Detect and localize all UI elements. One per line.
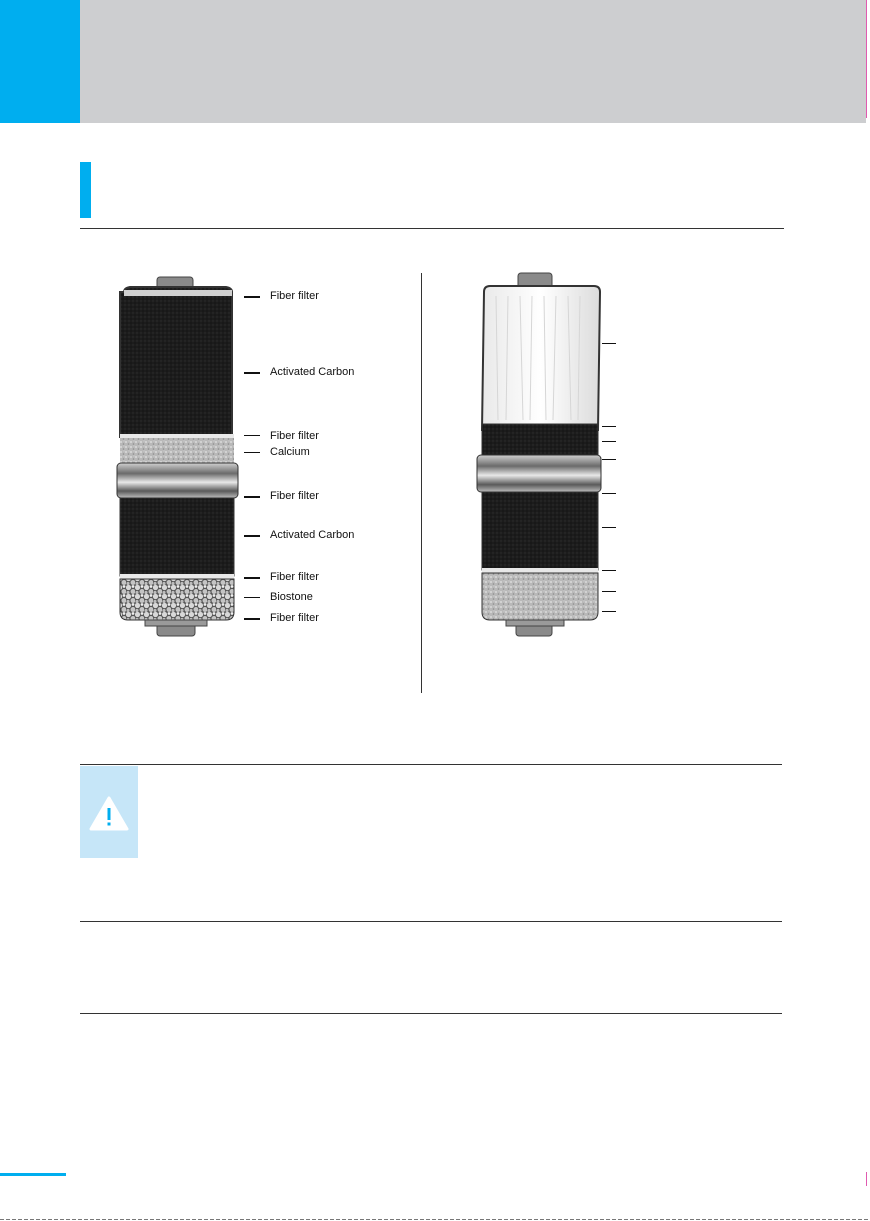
filter-label-fiber-1: Fiber filter xyxy=(270,290,319,302)
filter-label-fiber-3: Fiber filter xyxy=(270,490,319,502)
leader-line xyxy=(244,296,260,298)
leader-line xyxy=(602,459,616,460)
leader-line xyxy=(602,527,616,528)
column-divider xyxy=(421,273,422,693)
leader-line xyxy=(244,452,260,453)
filter-label-carbon-1: Activated Carbon xyxy=(270,366,355,378)
leader-line xyxy=(244,435,260,436)
filter-label-carbon-2: Activated Carbon xyxy=(270,529,355,541)
section-rule-middle xyxy=(80,921,782,922)
leader-line xyxy=(602,611,616,612)
leader-line xyxy=(602,591,616,592)
leader-line xyxy=(602,426,616,427)
filter-label-fiber-2: Fiber filter xyxy=(270,430,319,442)
leader-line xyxy=(602,343,616,344)
leader-line xyxy=(602,493,616,494)
crop-marks xyxy=(0,1219,870,1220)
filter-label-biostone: Biostone xyxy=(270,591,313,603)
filter-label-fiber-5: Fiber filter xyxy=(270,612,319,624)
leader-line xyxy=(602,570,616,571)
leader-line xyxy=(244,597,260,598)
warning-icon xyxy=(89,796,129,832)
caution-panel xyxy=(80,766,138,858)
leader-line xyxy=(244,535,260,537)
filter-label-calcium: Calcium xyxy=(270,446,310,458)
leader-line xyxy=(244,577,260,579)
leader-line xyxy=(602,441,616,442)
leader-line xyxy=(244,372,260,374)
leader-line xyxy=(244,618,260,620)
filter-label-fiber-4: Fiber filter xyxy=(270,571,319,583)
section-rule-bottom xyxy=(80,1013,782,1014)
footer-accent-bar xyxy=(0,1173,66,1176)
leader-line xyxy=(244,496,260,498)
caution-top-rule xyxy=(80,764,782,765)
